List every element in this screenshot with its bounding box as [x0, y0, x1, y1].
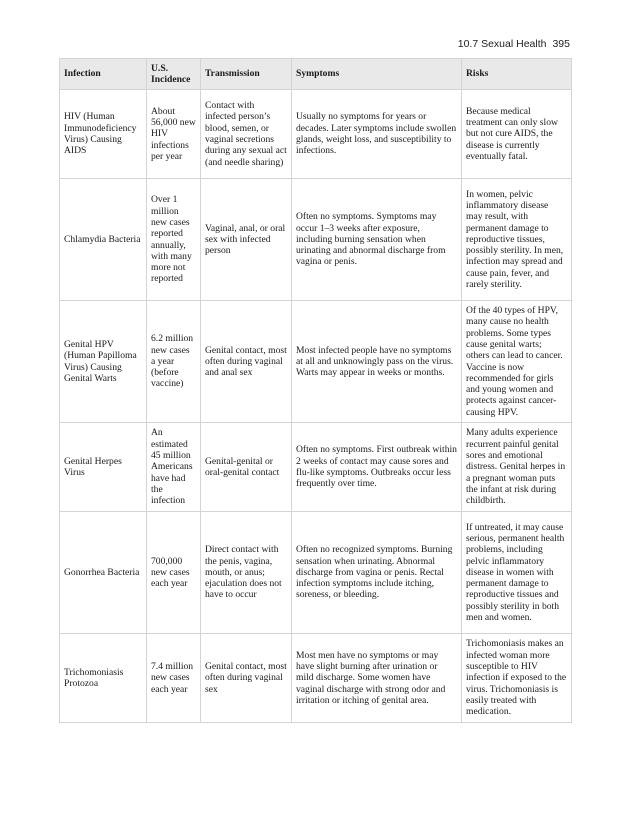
cell-symptoms: Often no symptoms. First outbreak within 2 weeks of contact may cause sores and flu-like symptoms. Outbreaks occur less frequently over time. [292, 423, 462, 512]
header-symptoms: Symptoms [292, 59, 462, 90]
cell-risks: In women, pelvic inflammatory disease may result, with permanent damage to reproductive tissues, possibly sterility. In men, infection may spread and cause pain, fever, and rarely sterility. [462, 179, 572, 301]
cell-symptoms: Often no symptoms. Symptoms may occur 1–3 weeks after exposure, including burning sensation when urinating and abnormal discharge from vagina or penis. [292, 179, 462, 301]
cell-risks: Of the 40 types of HPV, many cause no health problems. Some types cause genital warts; others can lead to cancer. Vaccine is now recommended for girls and young women and protects against cancer-causing HPV. [462, 301, 572, 423]
sti-table [59, 58, 572, 723]
cell-transmission: Genital contact, most often during vaginal and anal sex [201, 301, 292, 423]
table-row [60, 301, 572, 423]
header-transmission: Transmission [201, 59, 292, 90]
page-number: 395 [552, 38, 570, 50]
table-row [60, 512, 572, 634]
cell-incidence: Over 1 million new cases reported annually, with many more not reported [147, 179, 201, 301]
table-row [60, 179, 572, 301]
cell-incidence: An estimated 45 million Americans have had the infection [147, 423, 201, 512]
cell-risks: Because medical treatment can only slow but not cure AIDS, the disease is currently eventually fatal. [462, 90, 572, 179]
table-row [60, 90, 572, 179]
cell-infection: Trichomoniasis Protozoa [60, 634, 147, 723]
cell-incidence: 7.4 million new cases each year [147, 634, 201, 723]
header-infection: Infection [60, 59, 147, 90]
table-row [60, 634, 572, 723]
cell-transmission: Direct contact with the penis, vagina, mouth, or anus; ejaculation does not have to occur [201, 512, 292, 634]
cell-incidence: 6.2 million new cases a year (before vaccine) [147, 301, 201, 423]
cell-incidence: About 56,000 new HIV infections per year [147, 90, 201, 179]
cell-infection: Genital Herpes Virus [60, 423, 147, 512]
running-head [458, 38, 570, 50]
table-header-row [60, 59, 572, 90]
cell-infection: HIV (Human Immunodeficiency Virus) Causing AIDS [60, 90, 147, 179]
cell-transmission: Vaginal, anal, or oral sex with infected person [201, 179, 292, 301]
cell-risks: If untreated, it may cause serious, permanent health problems, including pelvic inflammatory disease in women with permanent damage to reproductive tissues and possibly sterility in both men and women. [462, 512, 572, 634]
cell-symptoms: Most men have no symptoms or may have slight burning after urination or mild discharge. Some women have vaginal discharge with strong odor and irritation or itching of genital area. [292, 634, 462, 723]
cell-transmission: Contact with infected person’s blood, semen, or vaginal secretions during any sexual act (and needle sharing) [201, 90, 292, 179]
header-risks: Risks [462, 59, 572, 90]
header-incidence: U.S. Incidence [147, 59, 201, 90]
cell-transmission: Genital contact, most often during vaginal sex [201, 634, 292, 723]
cell-symptoms: Usually no symptoms for years or decades. Later symptoms include swollen glands, weight loss, and susceptibility to infections. [292, 90, 462, 179]
cell-risks: Trichomoniasis makes an infected woman more susceptible to HIV infection if exposed to the virus. Trichomoniasis is easily treated with medication. [462, 634, 572, 723]
cell-risks: Many adults experience recurrent painful genital sores and emotional distress. Genital herpes in a pregnant woman puts the infant at risk during childbirth. [462, 423, 572, 512]
table-row [60, 423, 572, 512]
cell-incidence: 700,000 new cases each year [147, 512, 201, 634]
cell-infection: Chlamydia Bacteria [60, 179, 147, 301]
section-title: 10.7 Sexual Health [457, 38, 547, 50]
cell-infection: Genital HPV (Human Papilloma Virus) Causing Genital Warts [60, 301, 147, 423]
cell-symptoms: Most infected people have no symptoms at all and unknowingly pass on the virus. Warts may appear in weeks or months. [292, 301, 462, 423]
cell-infection: Gonorrhea Bacteria [60, 512, 147, 634]
cell-transmission: Genital-genital or oral-genital contact [201, 423, 292, 512]
cell-symptoms: Often no recognized symptoms. Burning sensation when urinating. Abnormal discharge from vagina or penis. Rectal infection symptoms include itching, soreness, or bleeding. [292, 512, 462, 634]
